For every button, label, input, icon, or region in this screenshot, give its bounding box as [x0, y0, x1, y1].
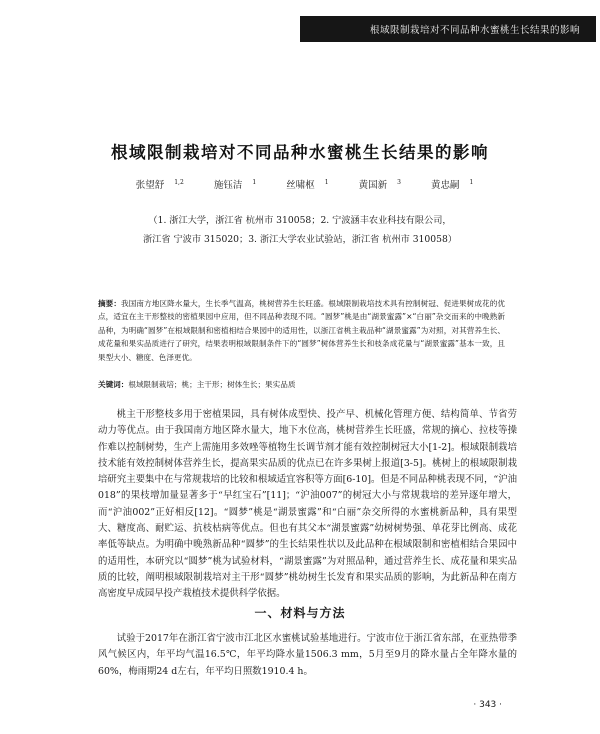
methods [98, 631, 517, 680]
author: 丝啸枢 $^1$ [286, 178, 329, 191]
author: 施钰洁 $^1$ [213, 178, 257, 191]
page-number: · 343 · [473, 700, 502, 710]
affiliation-line-2: 浙江省 宁波市 315020；3. 浙江大学农业试验站，浙江省 杭州市 310058） [142, 234, 457, 245]
introduction [98, 407, 517, 603]
author: 黄国新 $^3$ [358, 178, 401, 191]
author: 张望舒 $^{1,2}$ [135, 178, 184, 191]
keywords [98, 378, 505, 391]
abstract [98, 297, 505, 364]
author-list [0, 177, 600, 191]
abstract-text: 我国南方地区降水量大，生长季气温高，桃树营养生长旺盛。根域限制栽培技术具有控制树冠、促进果树成花的优点，适宜在主干形整枝的密植果园中应用，但不同品种表现不同。“圆梦”桃是由“湖景蜜露”×“白丽”杂交而来的中晚熟新品种，为明确“圆梦”在根域限制和密植相结合果园中的适用性，以浙江省桃主栽品种“湖景蜜露”为对照，对其营养生长、成花量和果实品质进行了研究，结果表明根域限制条件下的“圆梦”树体营养生长和枝条成花量与“湖景蜜露”基本一致，且果型大小、糖度、色泽更优。 [98, 299, 505, 362]
running-header-title: 根域限制栽培对不同品种水蜜桃生长结果的影响 [369, 25, 580, 36]
method-paragraph: 试验于2017年在浙江省宁波市江北区水蜜桃试验基地进行。宁波市位于浙江省东部，在亚热带季风气候区内，年平均气温16.5℃，年平均降水量1506.3 mm，5月至9月的降水量占全年降水量的60%，梅雨期24 d左右，年平均日照数1910.4 h。 [98, 633, 517, 677]
keywords-text: 根域限制栽培；桃；主干形；树体生长；果实品质 [128, 380, 296, 389]
header-edge-tab [590, 16, 596, 42]
keywords-label: 关键词： [98, 380, 129, 389]
affiliation-line-1: （1. 浙江大学，浙江省 杭州市 310058；2. 宁波涵丰农业科技有限公司， [148, 215, 452, 226]
running-header [300, 16, 590, 42]
intro-paragraph: 桃主干形整枝多用于密植果园，具有树体成型快、投产早、机械化管理方便、结构简单、节省劳动力等优点。由于我国南方地区降水量大，地下水位高，桃树营养生长旺盛，常规的摘心、拉枝等操作难以控制树势，生产上需施用多效唑等植物生长调节剂才能有效控制树冠大小[1-2]。根域限制栽培技术能有效控制树体营养生长，提高果实品质的优点已在许多果树上报道[3-5]。桃树上的根域限制栽培研究主要集中在与常规栽培的比较和根域适宜容积等方面[6-10]。但是不同品种桃表现不同，“沪油018”的果枝增加量显著多于“早红宝石”[11]；“沪油007”的树冠大小与常规栽培的差异逐年增大，而“沪油002”正好相反[12]。“圆梦”桃是“湖景蜜露”和“白丽”杂交所得的水蜜桃新品种，具有果型大、糖度高、耐贮运、抗枝枯病等优点。但也有其父本“湖景蜜露”幼树树势强、单花芽比例高、成花率低等缺点。为明确中晚熟新品种“圆梦”的生长结果性状以及此品种在根域限制和密植相结合果园中的适用性，本研究以“圆梦”桃为试验材料，“湖景蜜露”为对照品种，通过营养生长、成花量和果实品质的比较，阐明根域限制栽培对主干形“圆梦”桃幼树生长发育和果实品质的影响，为此新品种在南方高密度早成园早投产栽植技术提供科学依据。 [98, 409, 517, 600]
section-heading: 一、材料与方法 [254, 606, 346, 620]
author: 黄忠嗣 $^1$ [430, 178, 474, 191]
abstract-label: 摘要： [98, 299, 122, 308]
paper-title: 根域限制栽培对不同品种水蜜桃生长结果的影响 [111, 143, 489, 162]
